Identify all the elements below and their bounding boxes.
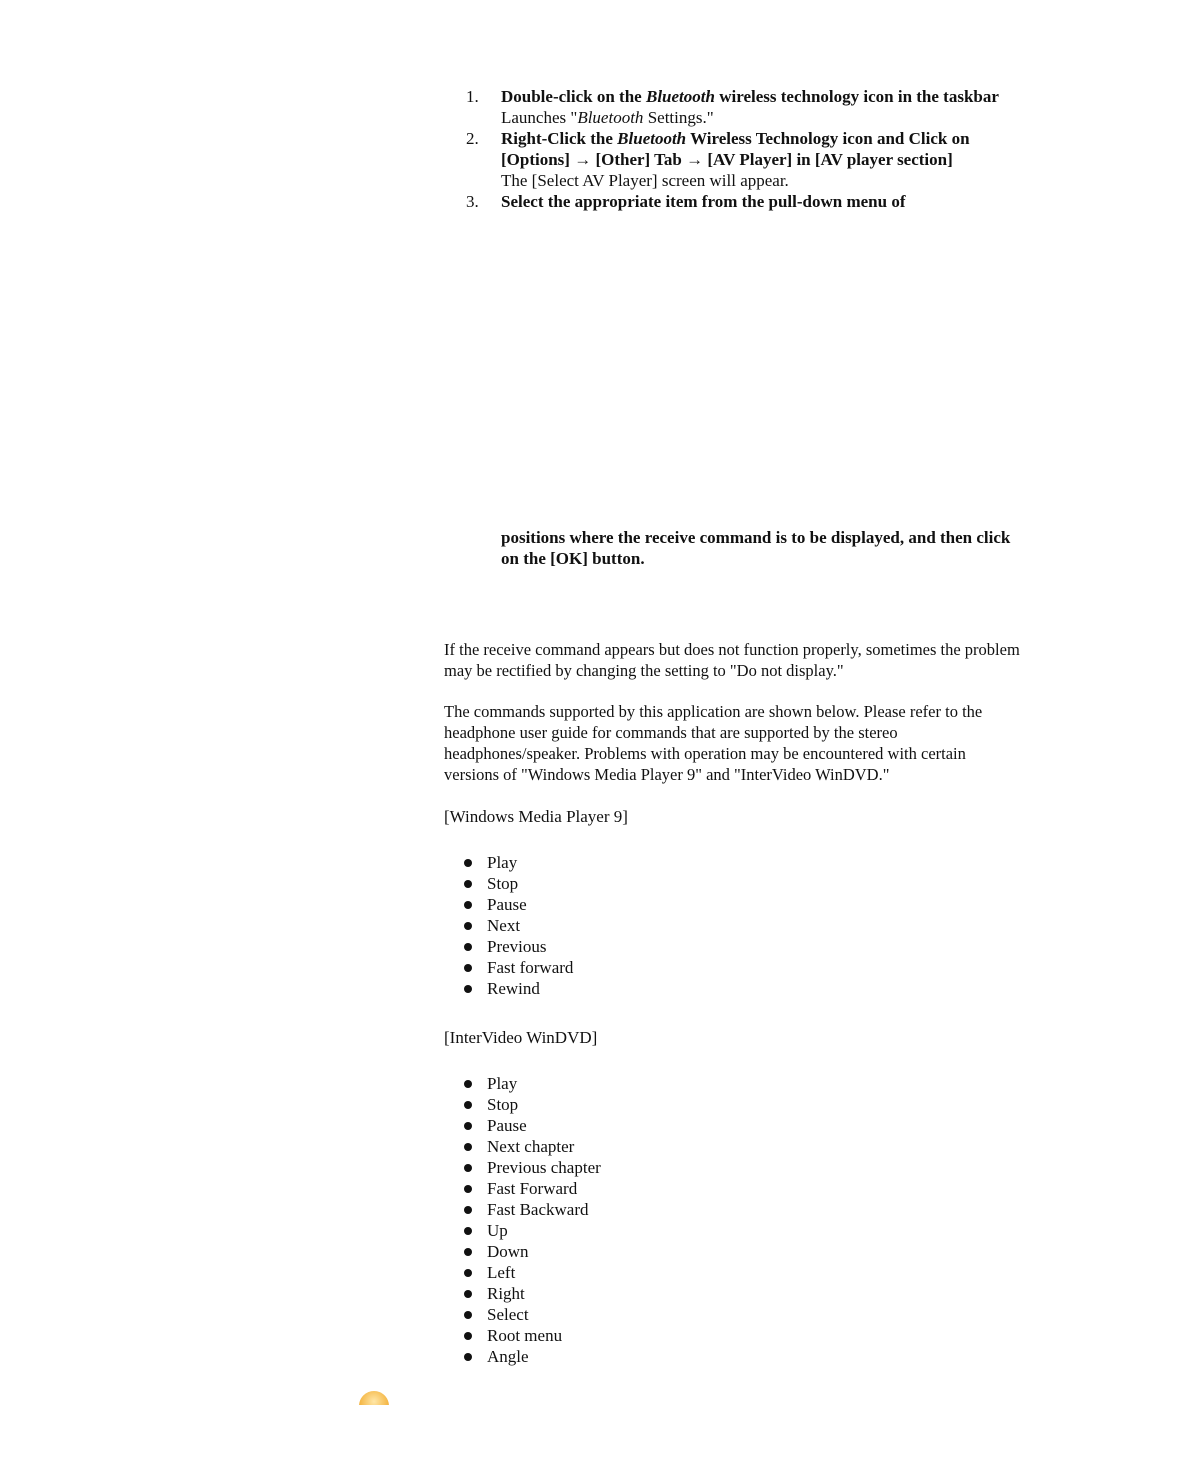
step-description: The [Select AV Player] screen will appear. [501, 171, 789, 190]
step-title: Select the appropriate item from the pull-down menu of [501, 192, 906, 211]
windvd-heading: [InterVideo WinDVD] [444, 1028, 598, 1047]
list-item: Rewind [463, 978, 573, 999]
list-item: Fast Backward [463, 1199, 601, 1220]
list-item: Pause [463, 1115, 601, 1136]
instruction-steps [466, 86, 1026, 569]
step-2 [466, 128, 1026, 191]
list-item: Play [463, 852, 573, 873]
paragraph-supported-commands: The commands supported by this application are shown below. Please refer to the headphone user guide for commands that are supported by the stereo headphones/speaker. Problems with operation may be encountered with certain versions of "Windows Media Player 9" and "InterVideo WinDVD." [444, 702, 983, 784]
step-1 [466, 86, 1026, 128]
windvd-command-list [463, 1073, 601, 1367]
list-item: Previous chapter [463, 1157, 601, 1178]
list-item: Select [463, 1304, 601, 1325]
step-number: 3. [466, 192, 479, 211]
list-item: Stop [463, 1094, 601, 1115]
list-item: Next chapter [463, 1136, 601, 1157]
step-description: Launches "Bluetooth Settings." [501, 108, 714, 127]
list-item: Stop [463, 873, 573, 894]
list-item: Previous [463, 936, 573, 957]
list-item: Root menu [463, 1325, 601, 1346]
wmp-heading: [Windows Media Player 9] [444, 807, 628, 826]
step-title: Double-click on the Bluetooth wireless technology icon in the taskbar [501, 87, 999, 106]
list-item: Right [463, 1283, 601, 1304]
list-item: Fast Forward [463, 1178, 601, 1199]
list-item: Fast forward [463, 957, 573, 978]
step-number: 1. [466, 87, 479, 106]
list-item: Up [463, 1220, 601, 1241]
step-title: Right-Click the Bluetooth Wireless Technology icon and Click on [Options] → [Other] Tab → [AV Player] in [AV player section] [501, 129, 970, 169]
list-item: Next [463, 915, 573, 936]
step-number: 2. [466, 129, 479, 148]
paragraph-receive-command: If the receive command appears but does not function properly, sometimes the problem may be rectified by changing the setting to "Do not display." [444, 640, 1020, 680]
list-item: Pause [463, 894, 573, 915]
orange-disc-logo-icon [359, 1389, 389, 1405]
list-item: Down [463, 1241, 601, 1262]
wmp-command-list [463, 852, 573, 999]
step-3-continuation: positions where the receive command is to be displayed, and then click on the [OK] button. [501, 528, 1011, 568]
figure-placeholder [466, 212, 1026, 527]
list-item: Left [463, 1262, 601, 1283]
logo-disc-shape [359, 1391, 389, 1405]
step-3 [466, 191, 1026, 212]
list-item: Play [463, 1073, 601, 1094]
list-item: Angle [463, 1346, 601, 1367]
